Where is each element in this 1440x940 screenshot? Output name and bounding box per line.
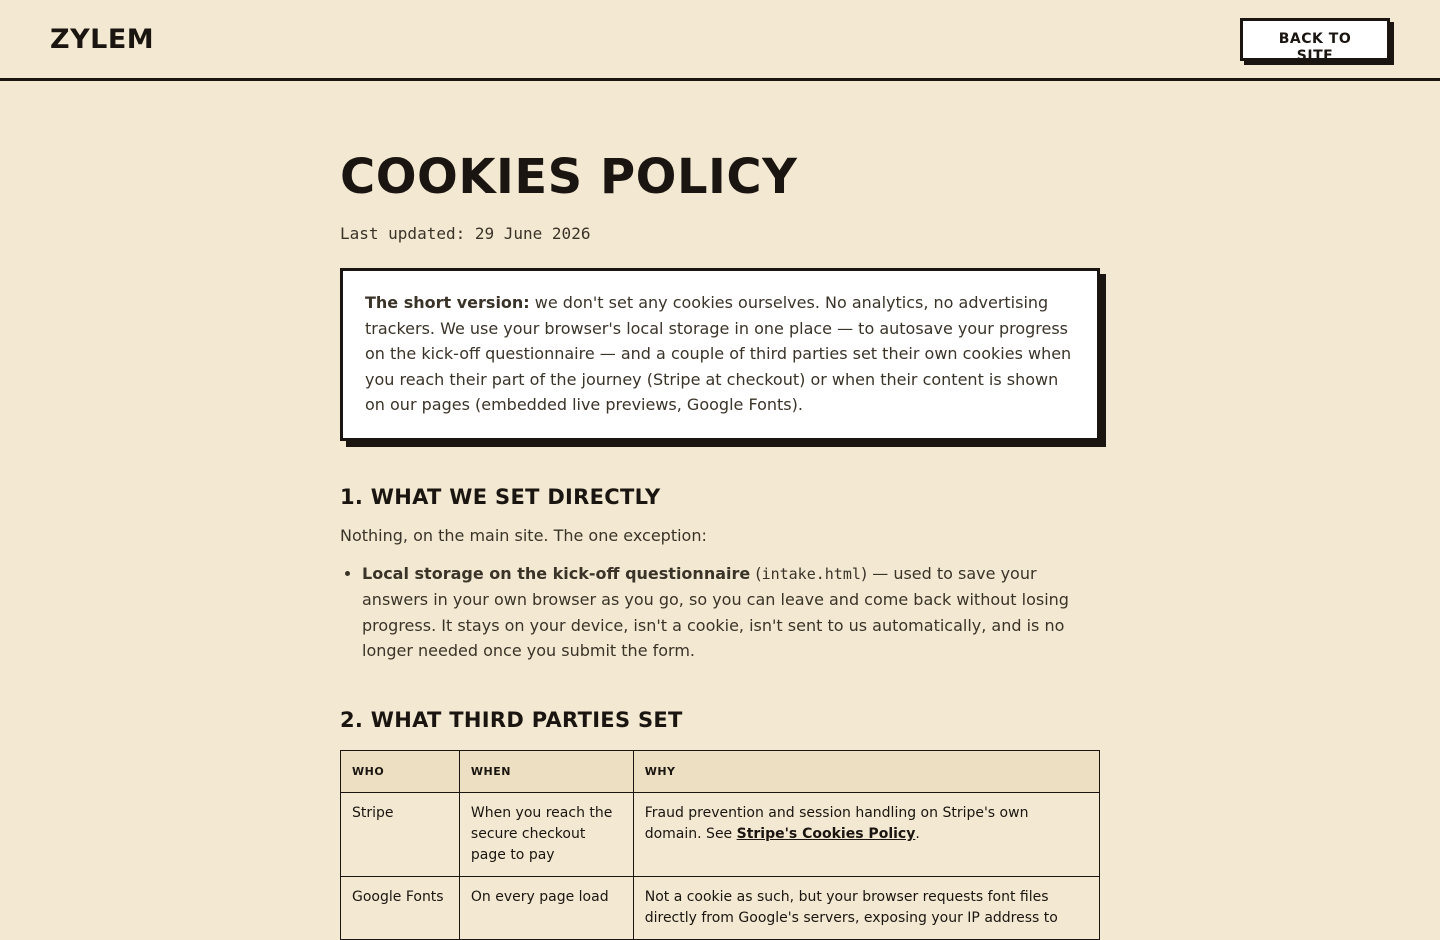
column-header-why: WHY: [633, 750, 1099, 792]
summary-lead: The short version:: [365, 293, 530, 312]
page-title: COOKIES POLICY: [340, 149, 798, 205]
section-intro: Nothing, on the main site. The one exception:: [340, 525, 707, 545]
cell-when: When you reach the secure checkout page to pay: [459, 792, 633, 876]
list-item-text: ) — used to save your answers in your own browser as you go, so you can leave and come back without losing progress. It stays on your device, isn't a cookie, isn't sent to us automatically, and is no longer needed once you submit the form.: [362, 563, 1069, 661]
cell-why-text: Fraud prevention and session handling on Stripe's own domain. See: [644, 804, 1029, 842]
cell-who: Google Fonts: [341, 876, 460, 939]
direct-list: [340, 561, 1100, 664]
section-heading-direct: 1. WHAT WE SET DIRECTLY: [340, 484, 661, 509]
paren-open: (: [750, 563, 762, 583]
summary-box: [340, 268, 1100, 441]
cell-why: [633, 792, 1099, 876]
table-header-row: [341, 750, 1100, 792]
policy-content: [340, 81, 1100, 940]
column-header-when: WHEN: [459, 750, 633, 792]
file-code: intake.html: [761, 564, 861, 583]
third-party-table: [340, 750, 1100, 940]
section-heading-third-parties: 2. WHAT THIRD PARTIES SET: [340, 707, 683, 732]
site-logo[interactable]: ZYLEM: [50, 23, 155, 55]
list-item: [362, 561, 1100, 664]
table-row: [341, 792, 1100, 876]
table-row: [341, 876, 1100, 939]
cell-why: [633, 876, 1099, 939]
list-item-lead: Local storage on the kick-off questionnaire: [362, 563, 751, 583]
cell-when: On every page load: [459, 876, 633, 939]
back-to-site-button[interactable]: BACK TO SITE: [1240, 18, 1390, 61]
summary-text: we don't set any cookies ourselves. No analytics, no advertising trackers. We use your browser's local storage in one place — to autosave your progress on the kick-off questionnaire — and a couple of third parties set their own cookies when you reach their part of the journey (Stripe at checkout) or when their content is shown on our pages (embedded live previews, Google Fonts).: [365, 293, 1072, 415]
cell-why-end: .: [915, 825, 920, 842]
last-updated: Last updated: 29 June 2026: [340, 224, 591, 243]
column-header-who: WHO: [341, 750, 460, 792]
stripe-cookies-link[interactable]: Stripe's Cookies Policy: [736, 825, 916, 842]
top-bar: [0, 0, 1440, 81]
cell-why-text: Not a cookie as such, but your browser requests font files directly from Google's servers, exposing your IP address to: [644, 888, 1058, 926]
cell-who: Stripe: [341, 792, 460, 876]
